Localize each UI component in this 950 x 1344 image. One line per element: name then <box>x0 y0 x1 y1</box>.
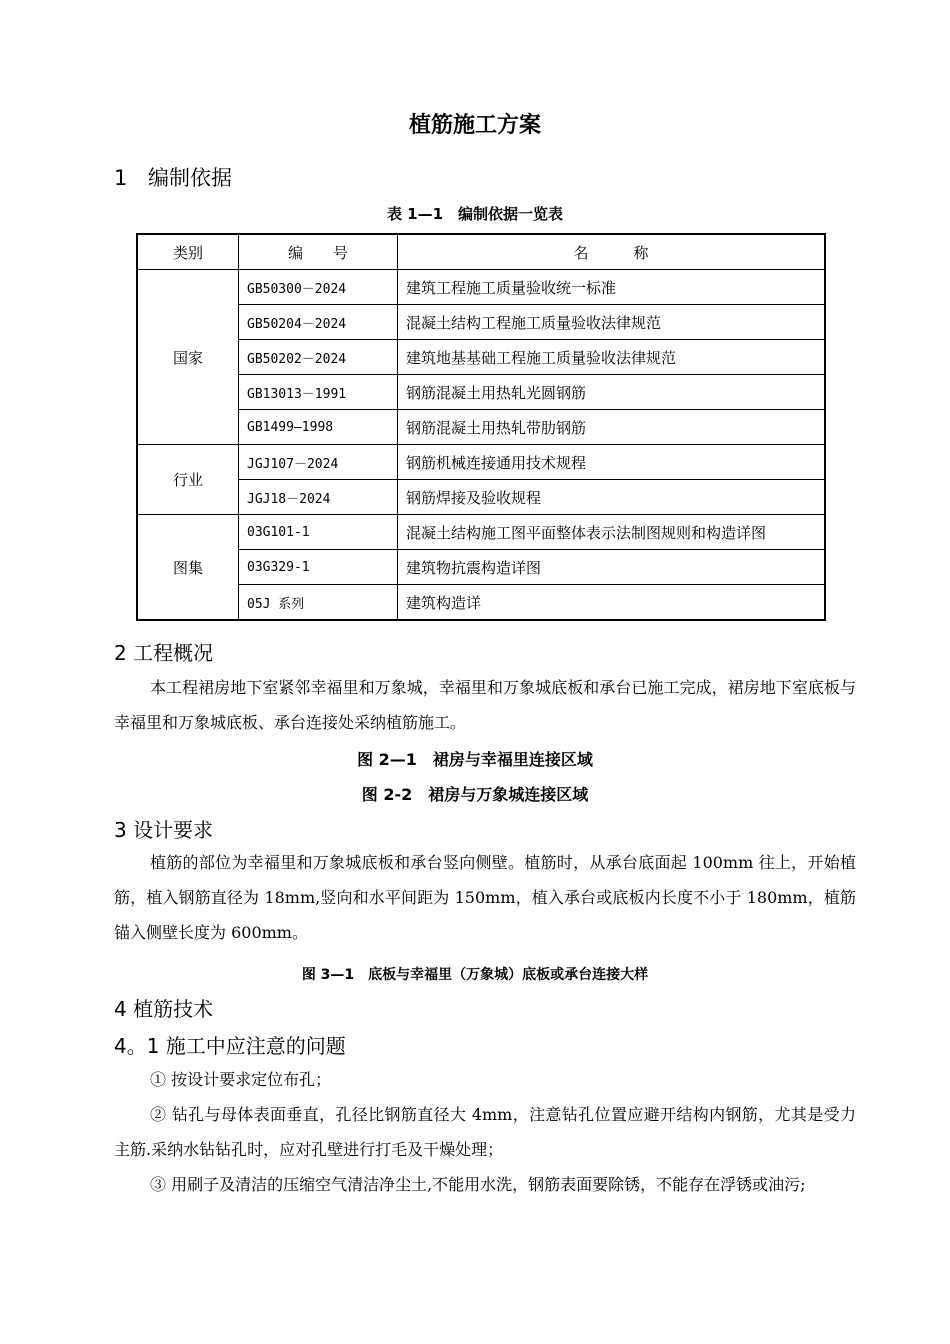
table-row <box>137 270 825 305</box>
section-1-number: 1 <box>114 166 128 190</box>
name-cell: 钢筋焊接及验收规程 <box>398 480 826 515</box>
section-2-heading: 2 工程概况 <box>114 641 214 665</box>
table-row <box>137 305 825 340</box>
section-3-heading: 3 设计要求 <box>114 818 214 842</box>
table-row <box>137 550 825 585</box>
code-cell: 05J 系列 <box>239 585 398 621</box>
name-cell: 建筑构造详 <box>398 585 826 621</box>
table-row <box>137 515 825 550</box>
table-header-row <box>137 234 825 270</box>
category-cell: 图集 <box>137 515 239 621</box>
table-row <box>137 375 825 410</box>
table-caption: 表 1—1 编制依据一览表 <box>386 205 564 223</box>
code-cell: GB1499—1998 <box>239 410 398 445</box>
figure-2-1-caption: 图 2—1 裙房与幸福里连接区域 <box>357 750 593 769</box>
header-code: 编 号 <box>239 234 398 270</box>
list-item: ③ 用刷子及清洁的压缩空气清洁净尘土,不能用水洗，钢筋表面要除锈，不能存在浮锈或油污; <box>150 1175 806 1194</box>
table-row <box>137 445 825 480</box>
code-cell: 03G101-1 <box>239 515 398 550</box>
header-category: 类别 <box>137 234 239 270</box>
name-cell: 建筑地基基础工程施工质量验收法律规范 <box>398 340 826 375</box>
section-1-title: 编制依据 <box>148 166 232 190</box>
name-cell: 钢筋混凝土用热轧光圆钢筋 <box>398 375 826 410</box>
section-2-paragraph: 本工程裙房地下室紧邻幸福里和万象城，幸福里和万象城底板和承台已施工完成，裙房地下室底板与幸福里和万象城底板、承台连接处采纳植筋施工。 <box>114 678 856 732</box>
name-cell: 钢筋机械连接通用技术规程 <box>398 445 826 480</box>
section-3-paragraph: 植筋的部位为幸福里和万象城底板和承台竖向侧壁。植筋时，从承台底面起 100mm 往上，开始植筋，植入钢筋直径为 18mm,竖向和水平间距为 150mm，植入承台或底板内长度不小于 180mm，植筋锚入侧壁长度为 600mm。 <box>114 853 856 942</box>
table-row <box>137 410 825 445</box>
code-cell: 03G329-1 <box>239 550 398 585</box>
table-row <box>137 480 825 515</box>
name-cell: 建筑工程施工质量验收统一标准 <box>398 270 826 305</box>
name-cell: 钢筋混凝土用热轧带肋钢筋 <box>398 410 826 445</box>
table-row <box>137 585 825 621</box>
section-4-heading: 4 植筋技术 <box>114 997 214 1021</box>
name-cell: 混凝土结构工程施工质量验收法律规范 <box>398 305 826 340</box>
figure-3-1-caption: 图 3—1 底板与幸福里（万象城）底板或承台连接大样 <box>301 967 649 983</box>
table-row <box>137 340 825 375</box>
category-cell: 国家 <box>137 270 239 445</box>
name-cell: 混凝土结构施工图平面整体表示法制图规则和构造详图 <box>398 515 826 550</box>
list-item: ① 按设计要求定位布孔； <box>150 1070 332 1089</box>
figure-2-2-caption: 图 2-2 裙房与万象城连接区域 <box>361 785 589 804</box>
section-1-heading <box>114 162 232 192</box>
code-cell: GB50300－2024 <box>239 270 398 305</box>
category-cell: 行业 <box>137 445 239 515</box>
header-name: 名 称 <box>398 234 826 270</box>
section-4-1-heading: 4。1 施工中应注意的问题 <box>114 1034 346 1058</box>
code-cell: GB50204－2024 <box>239 305 398 340</box>
name-cell: 建筑物抗震构造详图 <box>398 550 826 585</box>
code-cell: JGJ107－2024 <box>239 445 398 480</box>
code-cell: GB50202－2024 <box>239 340 398 375</box>
code-cell: GB13013－1991 <box>239 375 398 410</box>
document-title: 植筋施工方案 <box>408 113 541 138</box>
basis-table <box>136 233 826 621</box>
list-item: ② 钻孔与母体表面垂直，孔径比钢筋直径大 4mm，注意钻孔位置应避开结构内钢筋，尤其是受力主筋.采纳水钻钻孔时，应对孔壁进行打毛及干燥处理； <box>114 1105 856 1159</box>
code-cell: JGJ18－2024 <box>239 480 398 515</box>
